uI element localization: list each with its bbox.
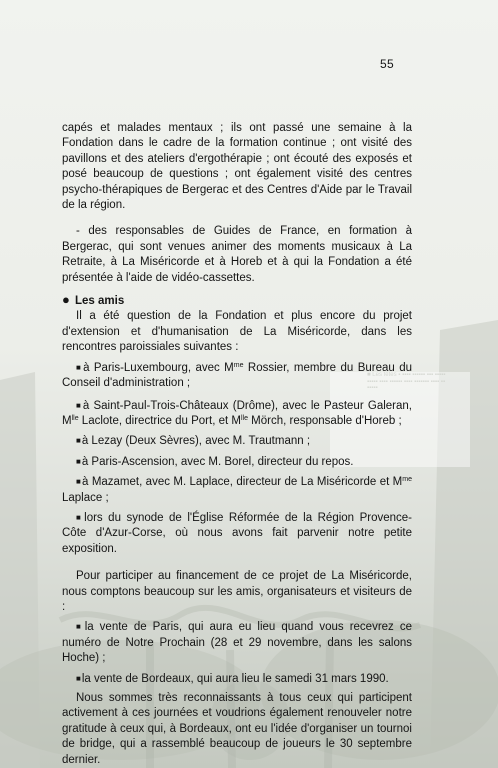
section-heading-label: Les amis	[75, 295, 125, 308]
paragraph: Pour participer au financement de ce projet de La Miséricorde, nous comptons beaucoup sur les amis, organisateurs et visiteurs de :	[62, 570, 412, 613]
square-bullet-icon: ■	[76, 512, 84, 522]
square-bullet-icon: ■	[76, 400, 82, 410]
background-ghost-text: ■ Les fêtes ▪ ▪▪▪▪ ▪▪▪▪▪▪ ▪▪▪ ▪▪▪▪▪ ▪▪▪▪▪ ▪▪▪▪ ▪▪▪▪▪▪ ▪▪▪▪ ▪▪▪▪▪▪▪ ▪▪▪▪ ▪▪ ▪▪▪▪▪	[367, 372, 446, 391]
page-number: 55	[380, 57, 394, 71]
list-item: ■à Mazamet, avec M. Laplace, directeur de La Miséricorde et $M^{me}$ Laplace ;	[62, 476, 412, 504]
black-circle-icon: ●	[62, 292, 70, 308]
square-bullet-icon: ■	[76, 456, 81, 466]
list-item: ■à Saint-Paul-Trois-Châteaux (Drôme), avec le Pasteur Galeran, $M^{lle}$ Laclote, directrice du Port, et $M^{lle}$ Mörch, responsable d'Horeb ;	[62, 399, 412, 427]
square-bullet-icon: ■	[76, 362, 83, 372]
list-item: ■la vente de Paris, qui aura eu lieu quand vous recevrez ce numéro de Notre Prochain (28 et 29 novembre, dans les salons Hoche) ;	[62, 621, 412, 665]
square-bullet-icon: ■	[76, 673, 81, 683]
list-item: ■à Paris-Ascension, avec M. Borel, directeur du repos.	[76, 455, 354, 468]
paragraph: capés et malades mentaux ; ils ont passé une semaine à la Fondation dans le cadre de la formation continue ; ont visité des pavillons et des ateliers d'ergothérapie ; ont écouté des exposés et posé beaucoup de questions ; ont également visité des centres psycho-thérapiques de Bergerac et des Centres d'Aide par le Travail de la région.	[62, 122, 412, 212]
list-item: ■lors du synode de l'Église Réformée de la Région Provence-Côte d'Azur-Corse, où nous avons fait parvenir notre petite exposition.	[62, 511, 412, 555]
section-heading	[62, 294, 412, 309]
paragraph: Il a été question de la Fondation et plus encore du projet d'extension et d'humanisation de La Miséricorde, dans les rencontres paroissiales suivantes :	[62, 310, 412, 354]
square-bullet-icon: ■	[76, 622, 84, 632]
body-text	[62, 121, 412, 768]
list-item: ■la vente de Bordeaux, qui aura lieu le samedi 31 mars 1990.	[76, 672, 389, 685]
square-bullet-icon: ■	[76, 436, 81, 446]
list-item: ■à Paris-Luxembourg, avec $M^{me}$ Rossier, membre du Bureau du Conseil d'administration ;	[62, 361, 412, 390]
square-bullet-icon: ■	[76, 477, 82, 487]
list-item: ■à Lezay (Deux Sèvres), avec M. Trautmann ;	[76, 435, 311, 448]
paragraph: - des responsables de Guides de France, en formation à Bergerac, qui sont venues animer des moments musicaux à La Retraite, à La Miséricorde et à Horeb et à qui la Fondation a été présentée à l'aide de vidéo-cassettes.	[62, 225, 412, 284]
paragraph: Nous sommes très reconnaissants à tous ceux qui participent activement à ces journées et voudrions également renouveler notre gratitude à ceux qui, à Bordeaux, ont eu l'idée d'organiser un tournoi de bridge, qui a rassemblé beaucoup de joueurs le 30 septembre dernier.	[62, 692, 412, 766]
